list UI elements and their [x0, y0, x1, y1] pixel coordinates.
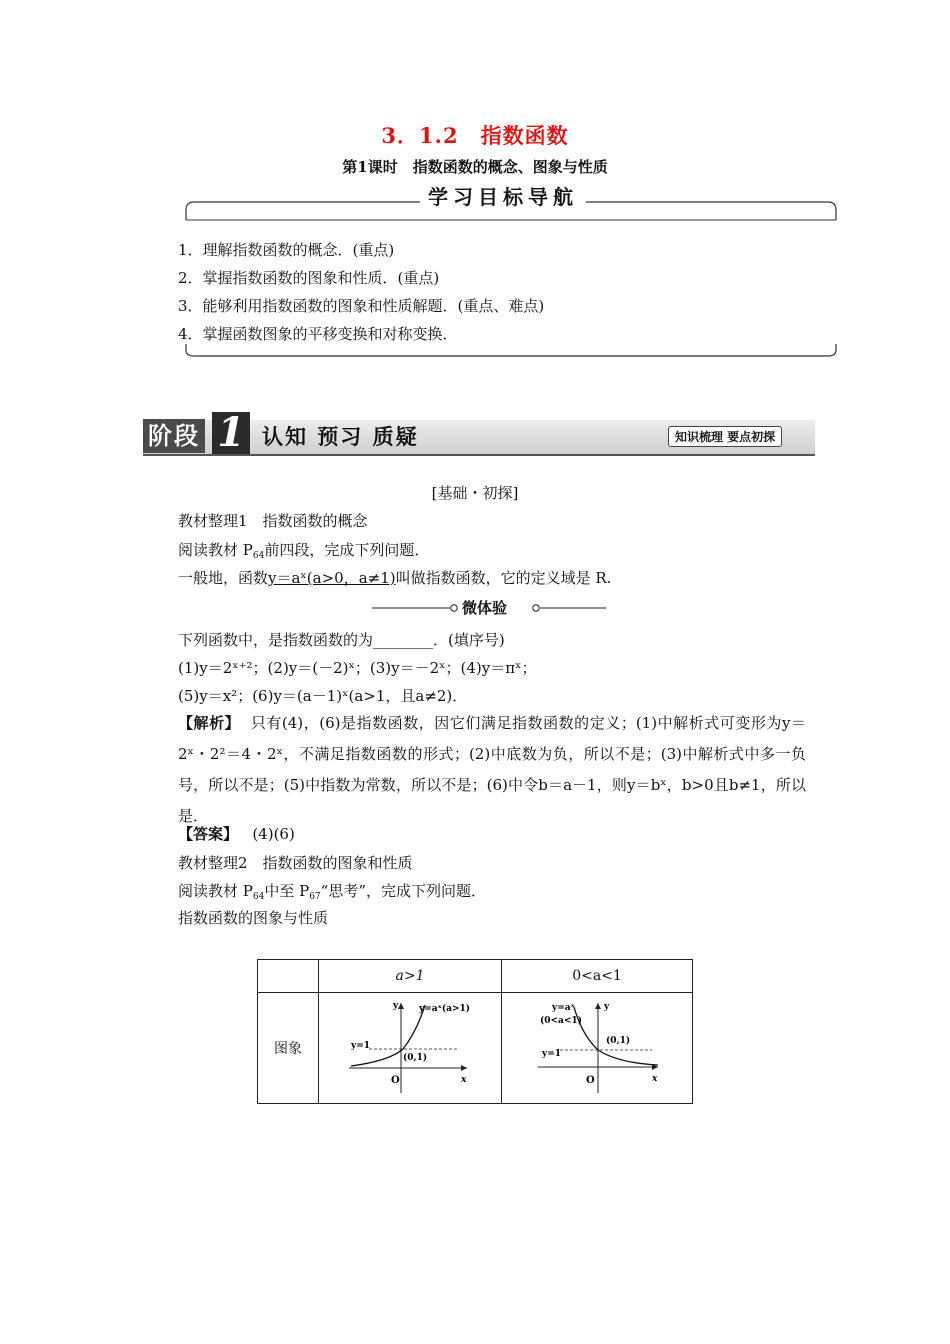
analysis-block — [178, 708, 806, 832]
analysis-label: 【解析】 — [178, 714, 241, 732]
graph1-point-label: (0,1) — [403, 1053, 428, 1063]
graph2-y-label: y — [604, 1002, 610, 1012]
graph1-line-label: y=1 — [351, 1041, 371, 1051]
col-header-a-lt-1: 0<a<1 — [502, 960, 693, 993]
definition-formula: y＝aˣ(a>0，a≠1) — [268, 569, 396, 587]
answer-label: 【答案】 — [178, 825, 239, 843]
options-line-1: (1)y＝2ˣ⁺²；(2)y＝(－2)ˣ；(3)y＝－2ˣ；(4)y＝πˣ； — [178, 659, 537, 677]
graph-a-lt-1 — [502, 993, 692, 1099]
answer-text: (4)(6) — [252, 825, 295, 843]
graph-a-gt-1 — [319, 993, 501, 1099]
goal-item-2: 2．掌握指数函数的图象和性质．(重点) — [178, 269, 440, 287]
page-subtitle: 第1课时 指数函数的概念、图象与性质 — [342, 158, 608, 176]
topic1-title: 教材整理1 指数函数的概念 — [178, 512, 368, 530]
properties-table — [257, 959, 693, 1104]
graph1-x-label: x — [461, 1075, 467, 1085]
graph-cell-1 — [319, 993, 502, 1104]
analysis-text: 只有(4)，(6)是指数函数，因它们满足指数函数的定义；(1)中解析式可变形为y＝2ˣ・2²＝4・2ˣ，不满足指数函数的形式；(2)中底数为负，所以不是；(3)中解析式中多一负号，所以不是；(5)中指数为常数，所以不是；(6)中令b＝a－1，则y＝bˣ，b>0且b≠1，所以是． — [178, 714, 806, 825]
topic1-read: 阅读教材 $P_{64}$前四段，完成下列问题． — [178, 541, 430, 561]
goal-item-4: 4．掌握函数图象的平移变换和对称变换． — [178, 325, 458, 343]
options-line-2: (5)y＝x²；(6)y＝(a－1)ˣ(a>1，且a≠2)． — [178, 687, 468, 705]
section-bracket: [基础・初探] — [431, 484, 519, 502]
col-header-a-gt-1: a>1 — [319, 960, 502, 993]
answer-line — [178, 823, 295, 844]
table-caption: 指数函数的图象与性质 — [178, 909, 329, 927]
graph-cell-2 — [502, 993, 693, 1104]
stage-label: 阶段 — [143, 419, 205, 453]
stage-number: 1 — [212, 412, 250, 454]
goals-heading: 学习目标导航 — [420, 181, 586, 210]
stage-title: 认知 预习 质疑 — [262, 425, 419, 449]
graph1-origin: O — [391, 1075, 400, 1086]
graph1-curve-label: y=aˣ(a>1) — [419, 1004, 471, 1014]
graph2-curve-cond: (0<a<1) — [540, 1016, 582, 1026]
graph1-y-label: y — [393, 1001, 399, 1011]
topic2-title: 教材整理2 指数函数的图象和性质 — [178, 854, 413, 872]
topic2-read: 阅读教材 $P_{64}$中至 $P_{67}“$思考”，完成下列问题． — [178, 882, 486, 902]
graph2-line-label: y=1 — [542, 1049, 562, 1059]
graph2-origin: O — [586, 1075, 595, 1086]
goal-item-3: 3．能够利用指数函数的图象和性质解题．(重点、难点) — [178, 297, 545, 315]
graph2-point-label: (0,1) — [606, 1036, 631, 1046]
table-corner — [258, 960, 319, 993]
stage-tag: 知识梳理 要点初探 — [668, 426, 782, 447]
row-label-graph: 图象 — [258, 993, 319, 1104]
page-title: 3．1.2 指数函数 — [381, 123, 569, 148]
mini-heading: 微体验 — [462, 599, 508, 617]
question-text: 下列函数中，是指数函数的为________．(填序号) — [178, 631, 505, 649]
definition-line: 一般地，函数y＝aˣ(a>0，a≠1)叫做指数函数，它的定义域是 R. — [178, 569, 612, 587]
graph2-curve-label: y=aˣ — [552, 1003, 575, 1013]
goal-item-1: 1．理解指数函数的概念．(重点) — [178, 241, 395, 259]
graph2-x-label: x — [652, 1074, 658, 1084]
